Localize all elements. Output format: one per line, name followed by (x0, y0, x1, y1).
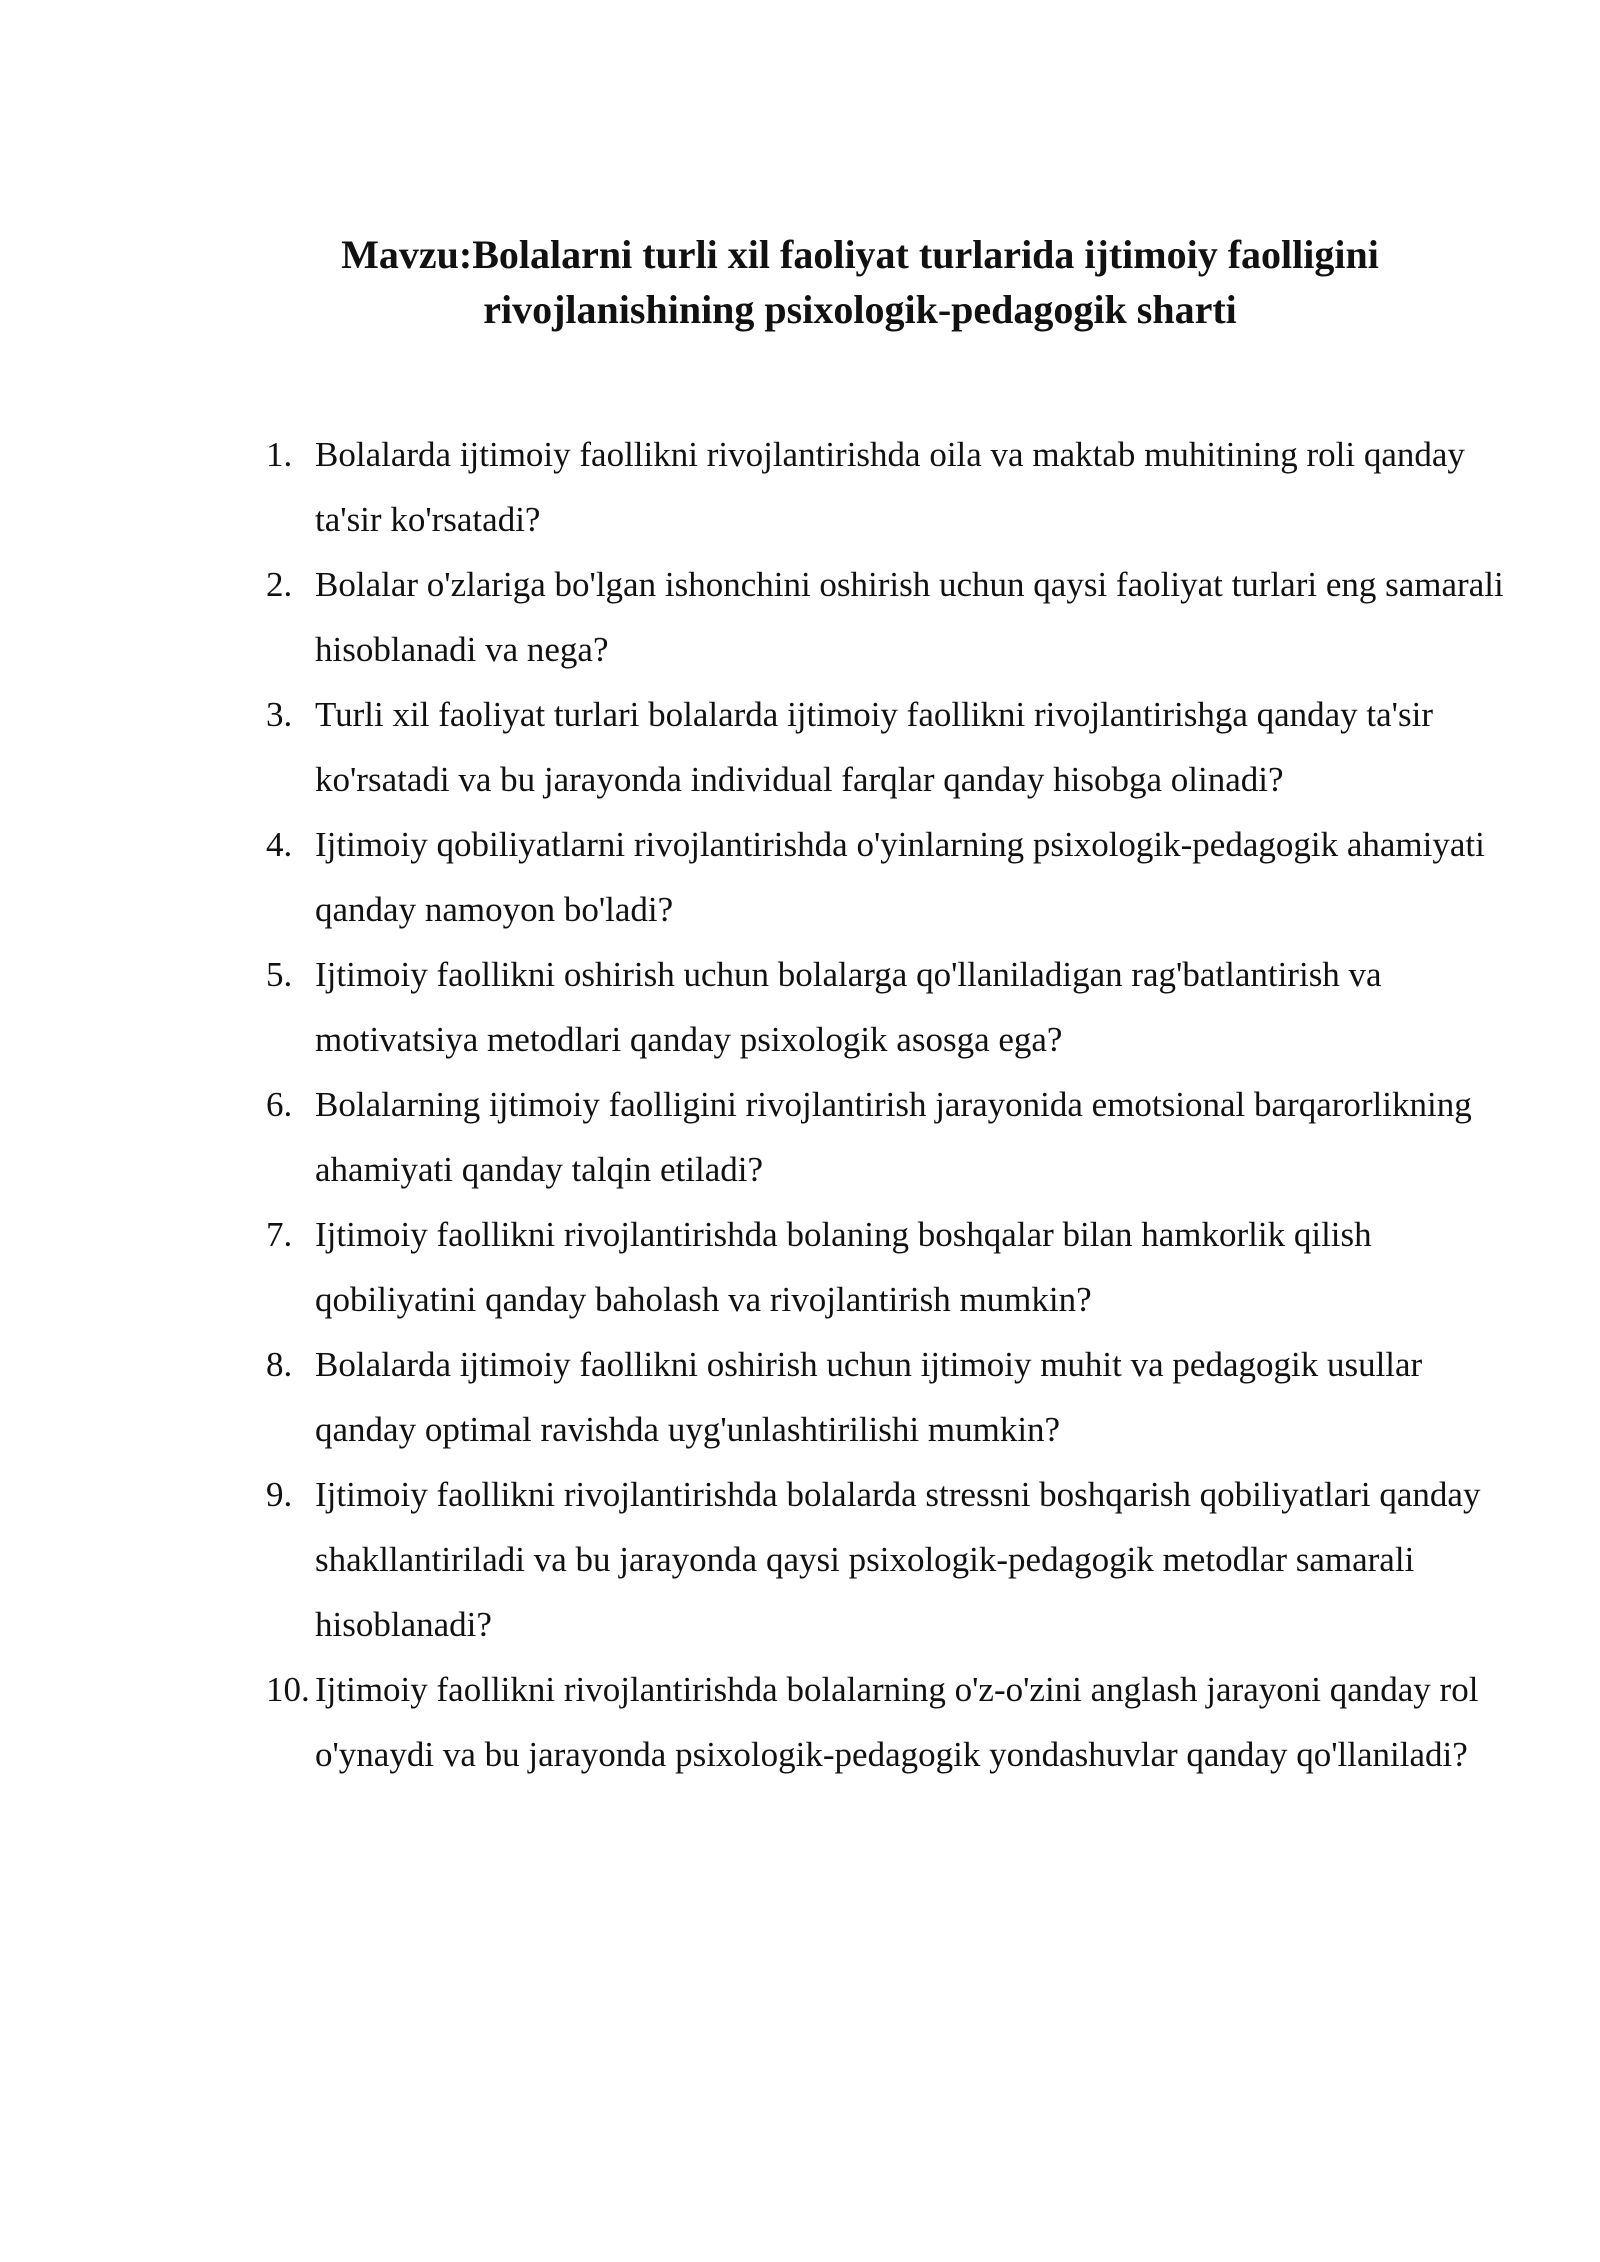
question-text: Ijtimoiy faollikni oshirish uchun bolalarga qo'llaniladigan rag'batlantirish va motivatsiya metodlari qanday psixologik asosga ega? (315, 955, 1382, 1059)
question-number: 4. (266, 825, 293, 864)
question-text: Bolalarda ijtimoiy faollikni oshirish uchun ijtimoiy muhit va pedagogik usullar qanday optimal ravishda uyg'unlashtirilishi mumkin? (315, 1345, 1423, 1449)
question-item-1 (260, 422, 1510, 552)
question-text: Ijtimoiy faollikni rivojlantirishda bolalarda stressni boshqarish qobiliyatlari qanday shakllantiriladi va bu jarayonda qaysi psixologik-pedagogik metodlar samarali hisoblanadi? (315, 1475, 1481, 1644)
question-item-8 (260, 1332, 1510, 1462)
question-text: Ijtimoiy faollikni rivojlantirishda bolalarning o'z-o'zini anglash jarayoni qanday rol o'ynaydi va bu jarayonda psixologik-pedagogik yondashuvlar qanday qo'llaniladi? (315, 1670, 1479, 1774)
question-text: Bolalarning ijtimoiy faolligini rivojlantirish jarayonida emotsional barqarorlikning ahamiyati qanday talqin etiladi? (315, 1085, 1472, 1189)
question-item-10 (260, 1657, 1510, 1787)
question-number: 1. (266, 435, 293, 474)
question-number: 2. (266, 565, 293, 604)
question-text: Ijtimoiy faollikni rivojlantirishda bolaning boshqalar bilan hamkorlik qilish qobiliyatini qanday baholash va rivojlantirish mumkin? (315, 1215, 1372, 1319)
question-text: Bolalar o'zlariga bo'lgan ishonchini oshirish uchun qaysi faoliyat turlari eng samarali hisoblanadi va nega? (315, 565, 1504, 669)
question-number: 9. (266, 1475, 293, 1514)
question-number: 5. (266, 955, 293, 994)
question-number: 7. (266, 1215, 293, 1254)
question-text: Turli xil faoliyat turlari bolalarda ijtimoiy faollikni rivojlantirishga qanday ta'sir ko'rsatadi va bu jarayonda individual farqlar qanday hisobga olinadi? (315, 695, 1433, 799)
question-item-2 (260, 552, 1510, 682)
question-text: Bolalarda ijtimoiy faollikni rivojlantirishda oila va maktab muhitining roli qanday ta'sir ko'rsatadi? (315, 435, 1465, 539)
question-item-5 (260, 942, 1510, 1072)
question-item-7 (260, 1202, 1510, 1332)
question-item-6 (260, 1072, 1510, 1202)
question-item-4 (260, 812, 1510, 942)
title-line-1: Mavzu:Bolalarni turli xil faoliyat turlarida ijtimoiy faolligini (341, 232, 1379, 277)
question-number: 3. (266, 695, 293, 734)
question-list (260, 422, 1510, 1787)
question-item-9 (260, 1462, 1510, 1657)
question-number: 6. (266, 1085, 293, 1124)
document-title (230, 227, 1490, 337)
question-text: Ijtimoiy qobiliyatlarni rivojlantirishda o'yinlarning psixologik-pedagogik ahamiyati qanday namoyon bo'ladi? (315, 825, 1485, 929)
question-number: 8. (266, 1345, 293, 1384)
question-item-3 (260, 682, 1510, 812)
title-line-2: rivojlanishining psixologik-pedagogik sharti (483, 287, 1237, 332)
question-number: 10. (266, 1670, 310, 1709)
